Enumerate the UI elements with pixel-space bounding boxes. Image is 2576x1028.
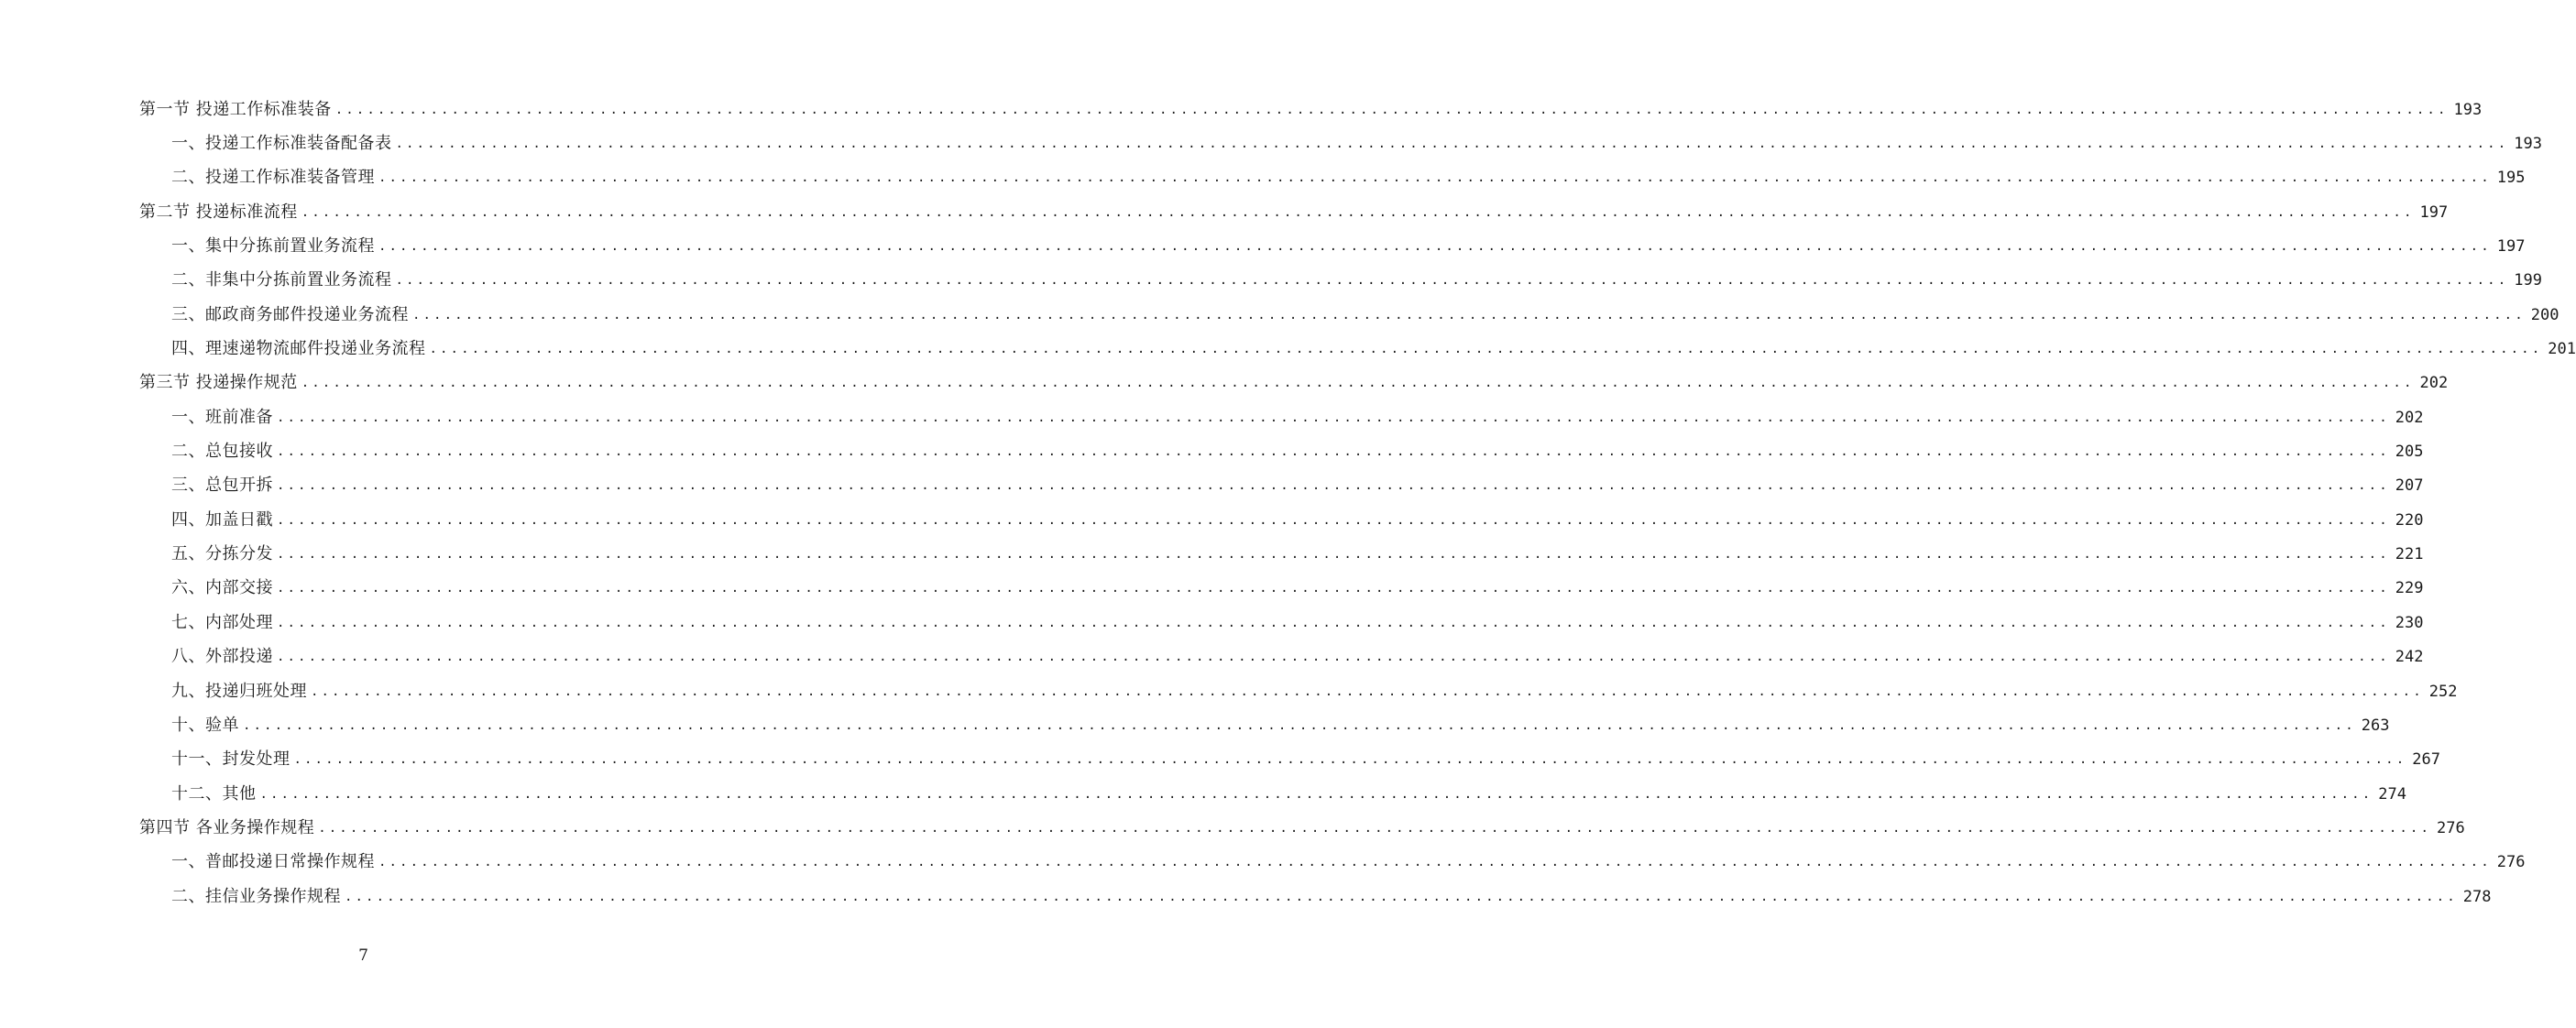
toc-section-entry[interactable] [0,811,2465,845]
toc-entry-line [171,544,2424,564]
toc-entry-line [171,442,2424,462]
toc-entry-line [171,715,2390,735]
toc-item-entry[interactable] [0,400,2424,434]
toc-section-entry[interactable] [0,366,2449,400]
table-of-contents [0,93,2576,913]
toc-entry-title: 一、普邮投递日常操作规程 [171,852,375,872]
toc-page-number: 252 [2428,682,2458,701]
toc-item-entry[interactable] [0,126,2542,160]
toc-entry-line [171,407,2424,427]
dot-leader: ........................................................................................................................................................................................................ [277,615,2390,630]
toc-entry-title: 第二节 投递标准流程 [139,202,298,222]
dot-leader: ........................................................................................................................................................................................................ [301,376,2415,391]
dot-leader: ........................................................................................................................................................................................................ [345,889,2458,904]
toc-page-number: 200 [2530,305,2560,324]
dot-leader: ........................................................................................................................................................................................................ [395,273,2509,289]
toc-entry-line [171,783,2406,804]
toc-entry-line [171,270,2542,290]
toc-page-number: 202 [2395,408,2424,427]
dot-leader: ........................................................................................................................................................................................................ [243,717,2356,733]
page-number: 7 [358,946,368,965]
dot-leader: ........................................................................................................................................................................................................ [378,855,2492,870]
toc-item-entry[interactable] [0,708,2390,742]
toc-item-entry[interactable] [0,880,2492,913]
toc-page-number: 195 [2496,169,2526,188]
toc-entry-title: 三、总包开拆 [171,476,273,496]
toc-entry-line [171,647,2424,667]
toc-entry-title: 七、内部处理 [171,612,273,632]
toc-entry-title: 十、验单 [171,715,239,735]
toc-entry-title: 六、内部交接 [171,578,273,598]
toc-item-entry[interactable] [0,503,2424,537]
dot-leader: ........................................................................................................................................................................................................ [277,512,2390,528]
toc-item-entry[interactable] [0,469,2424,503]
toc-page-number: 263 [2361,716,2390,735]
toc-entry-title: 十一、封发处理 [171,749,290,770]
toc-section-entry[interactable] [0,93,2483,126]
toc-entry-title: 第四节 各业务操作规程 [139,817,315,837]
toc-entry-title: 一、班前准备 [171,407,273,427]
toc-page-number: 201 [2548,340,2576,359]
toc-entry-line [171,134,2542,154]
toc-item-entry[interactable] [0,332,2576,366]
toc-page-number: 207 [2395,476,2424,496]
toc-page-number: 197 [2419,202,2449,222]
dot-leader: ........................................................................................................................................................................................................ [318,820,2431,836]
toc-entry-line [171,168,2526,188]
toc-entry-line [171,236,2526,257]
toc-entry-line [171,304,2560,324]
dot-leader: ........................................................................................................................................................................................................ [429,342,2543,357]
toc-page-number: 220 [2395,510,2424,530]
toc-page-number: 274 [2378,784,2406,804]
toc-entry-title: 九、投递归班处理 [171,681,307,701]
toc-entry-line [171,509,2424,530]
toc-page-number: 229 [2395,579,2424,598]
toc-item-entry[interactable] [0,572,2424,606]
toc-entry-title: 二、挂信业务操作规程 [171,886,341,906]
toc-entry-title: 二、总包接收 [171,442,273,462]
toc-entry-line [171,578,2424,598]
toc-entry-line [139,99,2483,119]
toc-entry-title: 第一节 投递工作标准装备 [139,99,332,119]
toc-page-number: 230 [2395,613,2424,632]
toc-page-number: 267 [2412,750,2440,770]
toc-item-entry[interactable] [0,777,2406,811]
dot-leader: ........................................................................................................................................................................................................ [277,444,2390,460]
toc-entry-line [171,476,2424,496]
dot-leader: ........................................................................................................................................................................................................ [378,239,2492,255]
toc-item-entry[interactable] [0,846,2526,880]
toc-item-entry[interactable] [0,298,2560,332]
toc-entry-title: 八、外部投递 [171,647,273,667]
toc-entry-line [171,681,2458,701]
toc-item-entry[interactable] [0,264,2542,298]
toc-entry-line [171,749,2440,770]
dot-leader: ........................................................................................................................................................................................................ [277,581,2390,596]
toc-entry-title: 一、投递工作标准装备配备表 [171,134,392,154]
dot-leader: ........................................................................................................................................................................................................ [301,204,2415,220]
toc-page-number: 276 [2496,853,2526,872]
dot-leader: ........................................................................................................................................................................................................ [311,684,2424,699]
toc-page-number: 221 [2395,545,2424,564]
toc-item-entry[interactable] [0,674,2458,708]
toc-entry-line [171,339,2576,359]
dot-leader: ........................................................................................................................................................................................................ [412,307,2526,323]
toc-item-entry[interactable] [0,229,2526,263]
toc-item-entry[interactable] [0,161,2526,195]
toc-item-entry[interactable] [0,434,2424,468]
toc-entry-title: 四、加盖日戳 [171,509,273,530]
toc-page-number: 199 [2514,271,2542,290]
dot-leader: ........................................................................................................................................................................................................ [334,102,2449,117]
toc-item-entry[interactable] [0,743,2440,777]
toc-entry-line [139,202,2449,222]
toc-item-entry[interactable] [0,537,2424,571]
toc-entry-title: 一、集中分拣前置业务流程 [171,236,375,257]
toc-page-number: 278 [2462,887,2492,906]
toc-item-entry[interactable] [0,640,2424,674]
toc-page-number: 205 [2395,443,2424,462]
toc-entry-line [139,373,2449,393]
toc-page-number: 202 [2419,374,2449,393]
toc-entry-title: 第三节 投递操作规范 [139,373,298,393]
toc-entry-line [171,852,2526,872]
toc-entry-title: 四、理速递物流邮件投递业务流程 [171,339,426,359]
dot-leader: ........................................................................................................................................................................................................ [395,137,2509,152]
toc-entry-title: 二、投递工作标准装备管理 [171,168,375,188]
toc-entry-title: 三、邮政商务邮件投递业务流程 [171,304,409,324]
toc-entry-title: 五、分拣分发 [171,544,273,564]
toc-page-number: 193 [2453,100,2483,119]
toc-page-number: 197 [2496,237,2526,257]
toc-entry-line [139,817,2465,837]
dot-leader: ........................................................................................................................................................................................................ [293,752,2407,768]
toc-page-number: 276 [2436,818,2465,837]
dot-leader: ........................................................................................................................................................................................................ [277,547,2390,563]
toc-entry-line [171,612,2424,632]
toc-page-number: 242 [2395,648,2424,667]
toc-entry-line [171,886,2492,906]
dot-leader: ........................................................................................................................................................................................................ [277,478,2390,494]
dot-leader: ........................................................................................................................................................................................................ [378,170,2492,186]
toc-item-entry[interactable] [0,606,2424,640]
toc-entry-title: 十二、其他 [171,783,257,804]
toc-section-entry[interactable] [0,195,2449,229]
dot-leader: ........................................................................................................................................................................................................ [277,650,2390,665]
dot-leader: ........................................................................................................................................................................................................ [259,786,2373,802]
toc-page-number: 193 [2514,135,2542,154]
toc-entry-title: 二、非集中分拣前置业务流程 [171,270,392,290]
dot-leader: ........................................................................................................................................................................................................ [277,410,2390,425]
